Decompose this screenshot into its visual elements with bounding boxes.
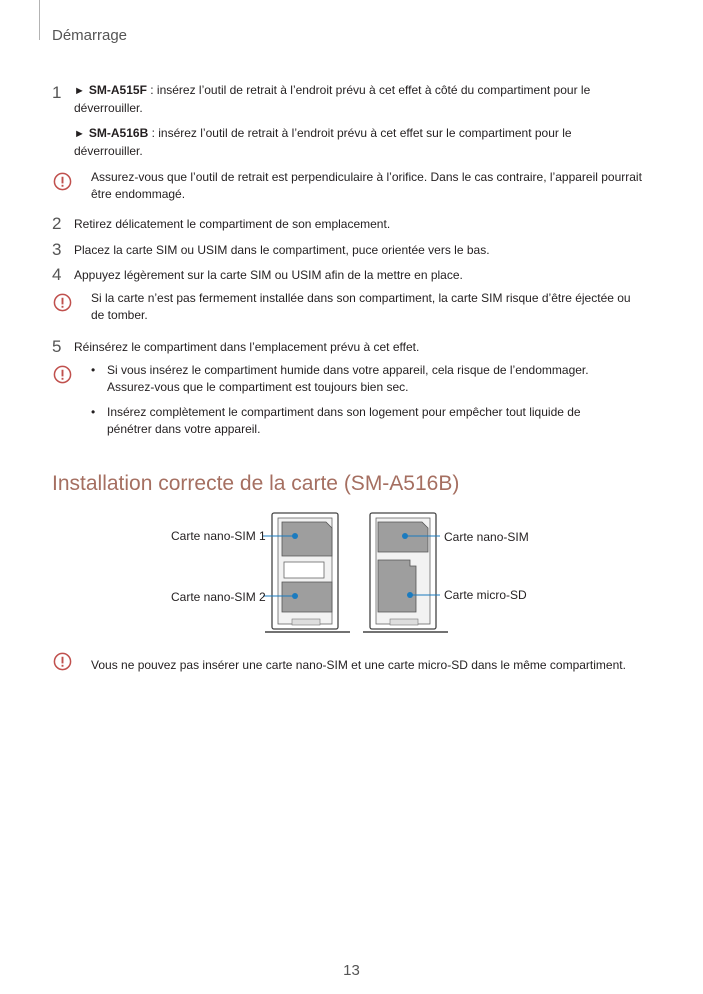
label-nano-sim: Carte nano-SIM <box>444 530 529 544</box>
warning-icon <box>53 172 72 191</box>
label-nano-sim-1: Carte nano-SIM 1 <box>171 529 266 543</box>
header-rule <box>39 0 40 40</box>
step-number-4: 4 <box>52 265 62 284</box>
callout-dot <box>292 593 298 599</box>
sim-tray-diagram <box>160 508 560 638</box>
model-name: SM-A515F <box>88 83 147 97</box>
warning-text-1: Assurez-vous que l’outil de retrait est perpendiculaire à l’orifice. Dans le cas contraire, l’appareil pourrait être endommagé. <box>91 170 642 202</box>
warning-icon <box>53 293 72 312</box>
step-number-1: 1 <box>52 83 62 102</box>
model-name: SM-A516B <box>88 126 149 140</box>
triangle-bullet-icon: ► <box>74 85 85 97</box>
warning-icon <box>53 365 72 384</box>
triangle-bullet-icon: ► <box>74 128 85 140</box>
warning-icon <box>53 652 72 671</box>
step-5-text: Réinsérez le compartiment dans l’emplacement prévu à cet effet. <box>74 340 420 354</box>
label-nano-sim-2: Carte nano-SIM 2 <box>171 590 266 604</box>
step-1-model-a: ► SM-A515F : insérez l’outil de retrait à l’endroit prévu à cet effet à côté du compartiment pour le déverrouiller. <box>74 83 591 115</box>
bullet-dot: • <box>91 363 96 377</box>
step-4-text: Appuyez légèrement sur la carte SIM ou USIM afin de la mettre en place. <box>74 268 463 282</box>
label-micro-sd: Carte micro-SD <box>444 588 527 602</box>
step-2-text: Retirez délicatement le compartiment de son emplacement. <box>74 217 391 231</box>
page-header: Démarrage <box>52 27 128 44</box>
step-1-model-b: ► SM-A516B : insérez l’outil de retrait à l’endroit prévu à cet effet sur le compartiment pour le déverrouiller. <box>74 126 572 158</box>
callout-dot <box>292 533 298 539</box>
warning-text-2: Si la carte n’est pas fermement installée dans son compartiment, la carte SIM risque d’être éjectée ou de tomber. <box>91 291 631 323</box>
page-number: 13 <box>343 962 360 979</box>
callout-dot <box>402 533 408 539</box>
section-title: Installation correcte de la carte (SM-A516B) <box>52 472 460 495</box>
step-number-5: 5 <box>52 337 62 356</box>
callout-dot <box>407 592 413 598</box>
step-3-text: Placez la carte SIM ou USIM dans le compartiment, puce orientée vers le bas. <box>74 243 490 257</box>
warning-bullet-1: Si vous insérez le compartiment humide dans votre appareil, cela risque de l’endommager. Assurez-vous que le compartiment est toujours bien sec. <box>107 363 589 395</box>
step-number-3: 3 <box>52 240 62 259</box>
tray-nano-sim-microsd <box>363 513 448 632</box>
step-number-2: 2 <box>52 214 62 233</box>
warning-text-4: Vous ne pouvez pas insérer une carte nano-SIM et une carte micro-SD dans le même compartiment. <box>91 658 626 672</box>
bullet-dot: • <box>91 405 96 419</box>
warning-bullet-2: Insérez complètement le compartiment dans son logement pour empêcher tout liquide de pénétrer dans votre appareil. <box>107 405 581 437</box>
tray-dual-nano-sim <box>265 513 350 632</box>
